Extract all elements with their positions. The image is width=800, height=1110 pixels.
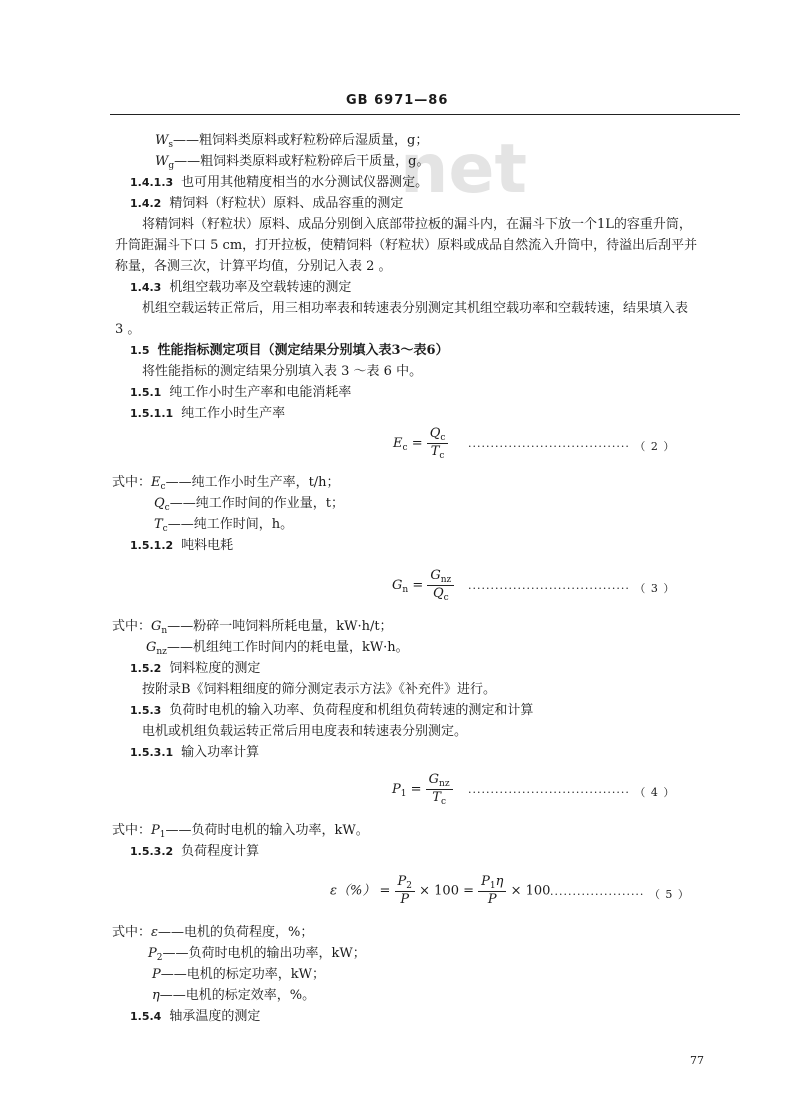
equation-4-number: ···································· （ 4 ）: [468, 786, 676, 799]
where-5-p2: $P_2——$负荷时电机的输出功率，kW；: [148, 946, 366, 963]
fraction: $\frac{P_2}{P}$: [395, 874, 415, 908]
para-1-4-3-line2: 3 。: [115, 322, 141, 337]
section-1-5-1-2-title: 1.5.1.2 吨料电耗: [130, 538, 234, 553]
equation-2-number: ···································· （ 2 ）: [468, 440, 676, 453]
where-2-qc: $Q_c——$纯工作时间的作业量，t；: [154, 496, 344, 513]
para-1-5-2: 按附录B《饲料粗细度的筛分测定表示方法》《补充件》进行。: [142, 682, 497, 697]
para-1-5: 将性能指标的测定结果分别填入表 3 ～表 6 中。: [142, 364, 423, 379]
where-5-p: P——电机的标定功率，kW；: [152, 967, 325, 982]
equation-2: $E_c$ = $\frac{Q_c}{T_c}$: [393, 426, 448, 461]
para-1-5-3: 电机或机组负载运转正常后用电度表和转速表分别测定。: [142, 724, 468, 739]
where-5-eta: η——电机的标定效率，%。: [152, 988, 316, 1003]
where-3-gn: 式中：$G_n——$粉碎一吨饲料所耗电量，kW·h/t；: [112, 619, 393, 636]
page-number: 77: [690, 1054, 704, 1067]
var-dry-mass: $W_g——$粗饲料类原料或籽粒粉碎后干质量，g。: [155, 154, 430, 171]
var-wet-mass: $W_s——$粗饲料类原料或籽粒粉碎后湿质量，g；: [155, 133, 429, 150]
standard-header: GB 6971—86: [346, 93, 449, 108]
section-1-5-1-title: 1.5.1 纯工作小时生产率和电能消耗率: [130, 385, 352, 400]
equation-3: $G_n$ = $\frac{G_{nz}}{Q_c}$: [392, 568, 454, 603]
section-1-4-2-title: 1.4.2 精饲料（籽粒状）原料、成品容重的测定: [130, 196, 404, 211]
equation-4: $P_1$ = $\frac{G_{nz}}{T_c}$: [392, 772, 453, 807]
para-1-4-2-line2: 升筒距漏斗下口 5 cm，打开拉板，使精饲料（籽粒状）原料或成品自然流入升筒中，待溢出后刮平并: [115, 238, 698, 253]
watermark: net: [400, 130, 528, 209]
para-1-4-2-line3: 称量，各测三次，计算平均值，分别记入表 2 。: [115, 259, 392, 274]
section-1-5-title: 1.5 性能指标测定项目（测定结果分别填入表3～表6）: [130, 343, 449, 358]
section-1-4-3-title: 1.4.3 机组空载功率及空载转速的测定: [130, 280, 352, 295]
section-1-5-3-1-title: 1.5.3.1 输入功率计算: [130, 745, 260, 760]
equation-3-number: ···································· （ 3 ）: [468, 582, 676, 595]
where-2-ec: 式中：$E_c——$纯工作小时生产率，t/h；: [112, 475, 340, 492]
fraction: $\frac{P_1\eta}{P}$: [478, 874, 506, 908]
header-rule: [110, 114, 740, 115]
where-4-p1: 式中：$P_1——$负荷时电机的输入功率，kW。: [112, 823, 369, 840]
fraction: $\frac{Q_c}{T_c}$: [427, 426, 449, 461]
section-1-5-2-title: 1.5.2 饲料粒度的测定: [130, 661, 261, 676]
section-1-5-1-1-title: 1.5.1.1 纯工作小时生产率: [130, 406, 286, 421]
fraction: $\frac{G_{nz}}{T_c}$: [426, 772, 453, 807]
equation-5: ε（%） = $\frac{P_2}{P}$ × 100 = $\frac{P_1\eta}{P}$ × 100: [330, 874, 551, 907]
section-1-4-1-3: 1.4.1.3 也可用其他精度相当的水分测试仪器测定。: [130, 175, 429, 190]
where-2-tc: $T_c——$纯工作时间，h。: [154, 517, 294, 534]
section-1-5-3-2-title: 1.5.3.2 负荷程度计算: [130, 844, 260, 859]
section-1-5-4-title: 1.5.4 轴承温度的测定: [130, 1009, 261, 1024]
where-3-gnz: $G_{nz}——$机组纯工作时间内的耗电量，kW·h。: [146, 640, 409, 657]
where-5-epsilon: 式中：ε——电机的负荷程度，%；: [112, 925, 314, 940]
section-1-5-3-title: 1.5.3 负荷时电机的输入功率、负荷程度和机组负荷转速的测定和计算: [130, 703, 534, 718]
para-1-4-3-line1: 机组空载运转正常后，用三相功率表和转速表分别测定其机组空载功率和空载转速，结果填入表: [142, 301, 689, 316]
fraction: $\frac{G_{nz}}{Q_c}$: [427, 568, 454, 603]
equation-5-number: ····················· （ 5 ）: [550, 888, 690, 901]
para-1-4-2-line1: 将精饲料（籽粒状）原料、成品分别倒入底部带拉板的漏斗内，在漏斗下放一个1L的容重升筒，: [142, 217, 692, 232]
